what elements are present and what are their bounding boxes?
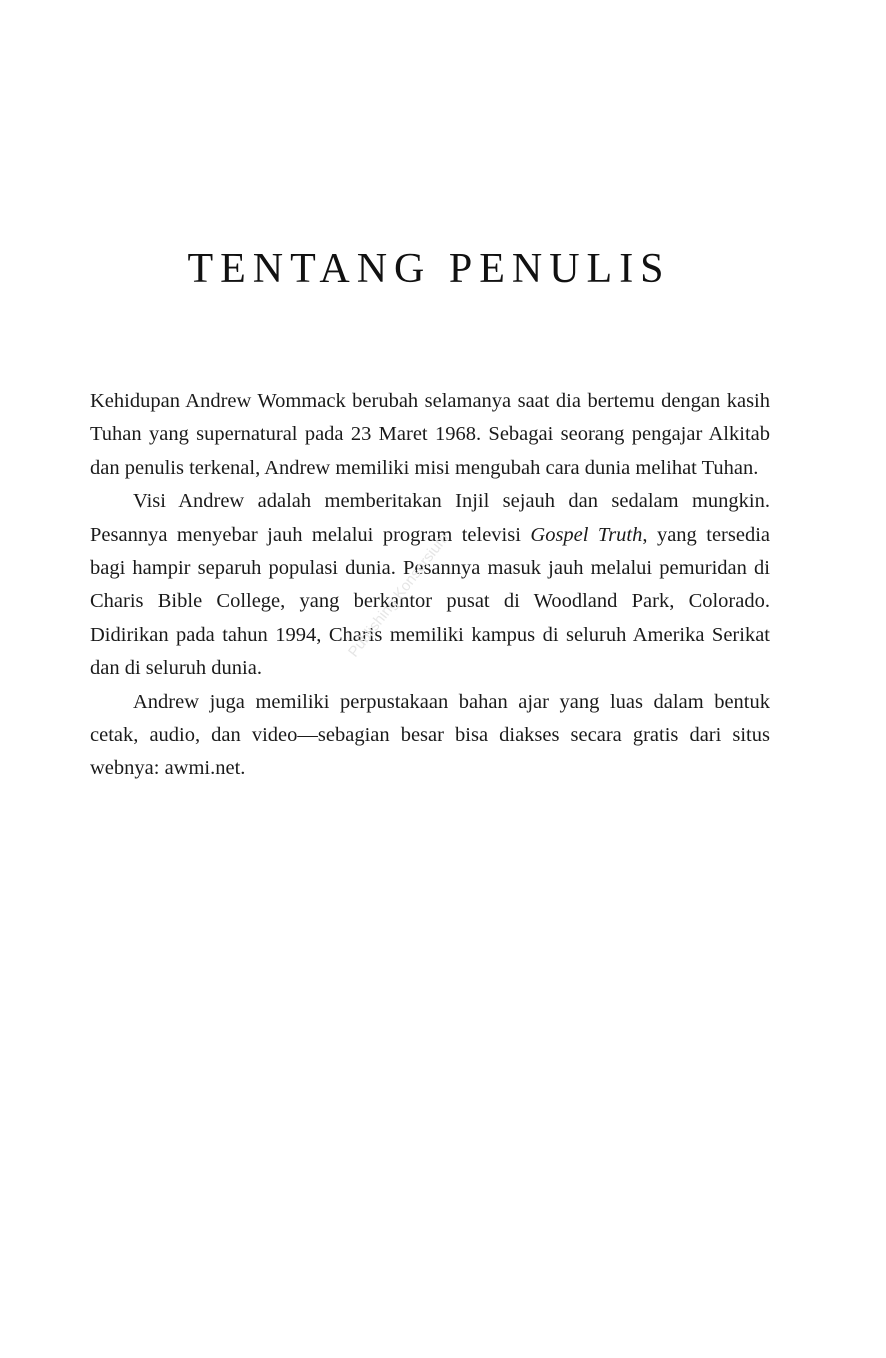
program-title: Gospel Truth	[530, 523, 643, 546]
page-title: TENTANG PENULIS	[187, 246, 671, 292]
body-text	[90, 385, 770, 786]
paragraph-2-before: Visi Andrew adalah memberitakan Injil sejauh dan sedalam mungkin. Pesannya menyebar jauh melalui program televisi	[90, 490, 770, 546]
paragraph-2	[90, 485, 770, 685]
paragraph-2-after: , yang tersedia bagi hampir separuh populasi dunia. Pesannya masuk jauh melalui pemuridan di Charis Bible College, yang berkantor pusat di Woodland Park, Colorado. Didirikan pada tahun 1994, Charis memiliki kampus di seluruh Amerika Serikat dan di seluruh dunia.	[90, 523, 770, 680]
watermark: Publishing Konsorsium	[345, 529, 453, 661]
paragraph-1: Kehidupan Andrew Wommack berubah selamanya saat dia bertemu dengan kasih Tuhan yang supernatural pada 23 Maret 1968. Sebagai seorang pengajar Alkitab dan penulis terkenal, Andrew memiliki misi mengubah cara dunia melihat Tuhan.	[90, 390, 770, 479]
paragraph-3: Andrew juga memiliki perpustakaan bahan ajar yang luas dalam bentuk cetak, audio, dan video—sebagian besar bisa diakses secara gratis dari situs webnya: awmi.net.	[90, 690, 770, 780]
